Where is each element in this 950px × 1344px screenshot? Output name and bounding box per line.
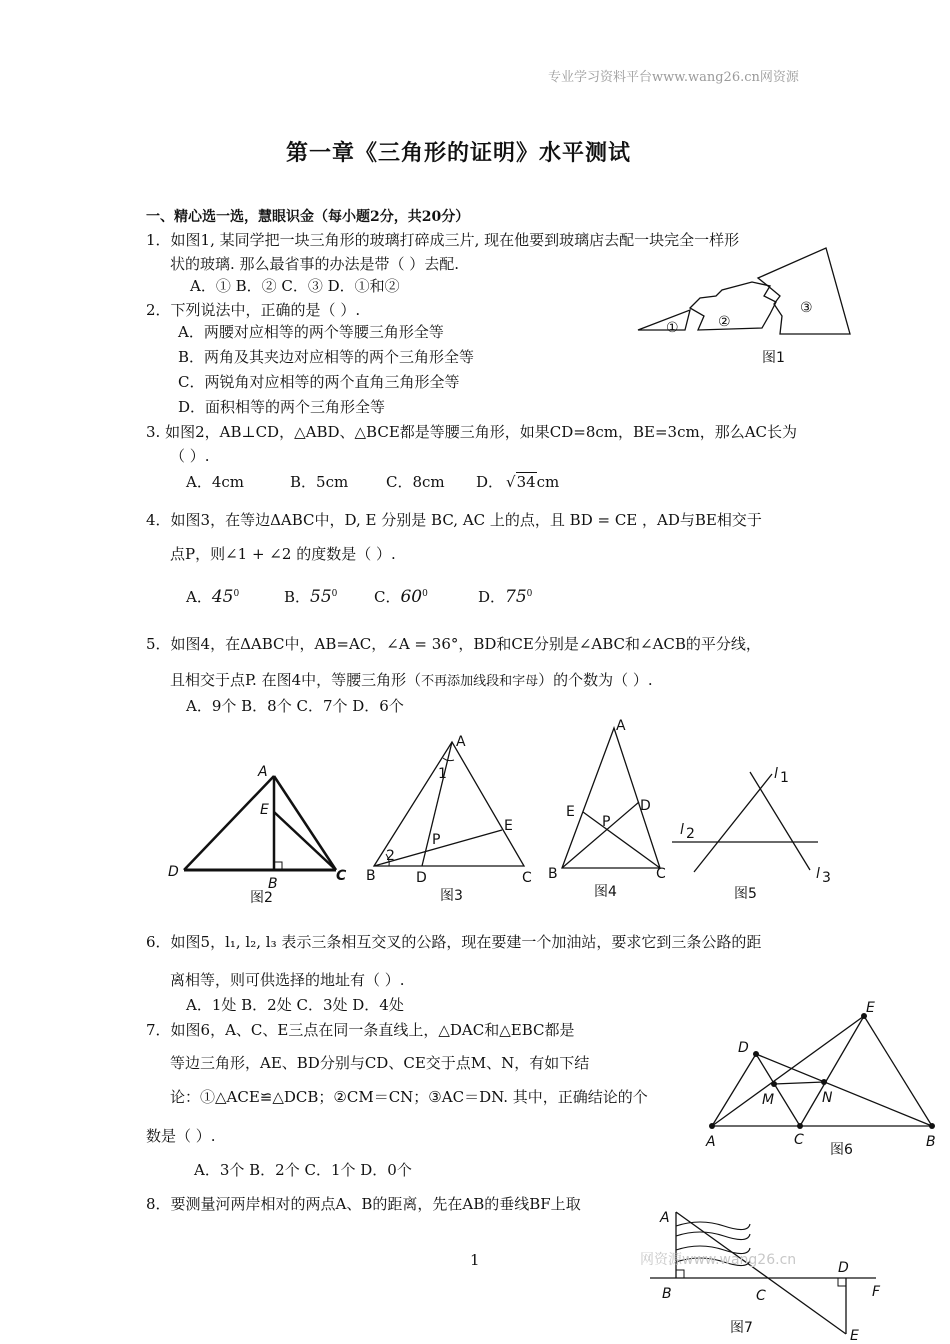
fig2-label-D: D <box>168 864 179 880</box>
piece-1-label: ① <box>666 320 679 336</box>
fig6-label-M: M <box>762 1092 775 1108</box>
q5-line1: 5．如图4，在ΔABC中，AB=AC，∠A = 36°，BD和CE分别是∠ABC和∠ACB的平分线， <box>146 635 761 653</box>
fig4-label-E: E <box>566 804 575 820</box>
fig2-label-A: A <box>258 764 268 780</box>
q4-line2: 点P，则∠1 + ∠2 的度数是（ ）. <box>170 545 396 563</box>
q4-option-c: C．$60^0$ <box>374 587 428 607</box>
glass-piece-3 <box>758 248 850 334</box>
fig7-watermark: 网资源www.wang26.cn <box>640 1252 797 1268</box>
fig4-label-D: D <box>640 798 651 814</box>
figure-2 <box>164 756 354 906</box>
q2-option-c: C．两锐角对应相等的两个直角三角形全等 <box>178 373 460 391</box>
q1-line1: 1．如图1, 某同学把一块三角形的玻璃打碎成三片, 现在他要到玻璃店去配一块完全一样形 <box>146 231 740 249</box>
figure-5 <box>668 760 838 900</box>
q3-line1: 3. 如图2，AB⊥CD，△ABD、△BCE都是等腰三角形，如果CD=8cm，BE=3cm，那么AC长为 <box>146 423 798 441</box>
fig4-label-B: B <box>548 866 558 882</box>
fig5-sub-2: 2 <box>686 826 695 842</box>
fig4-label-C: C <box>656 866 666 882</box>
fig2-label-E: E <box>260 802 269 818</box>
piece-2-label: ② <box>718 314 731 330</box>
q6-line2: 离相等，则可供选择的地址有（ ）. <box>170 971 405 989</box>
fig3-angle-1: 1 <box>438 766 447 782</box>
fig6-label-B: B <box>926 1134 936 1150</box>
q8-line1: 8．要测量河两岸相对的两点A、B的距离，先在AB的垂线BF上取 <box>146 1195 581 1213</box>
q7-options: A．3个 B．2个 C．1个 D．0个 <box>194 1161 412 1179</box>
q3-line2: （ ）. <box>170 447 210 465</box>
fig2-label-C: C <box>336 868 347 884</box>
fig3-angle-2: 2 <box>386 848 395 864</box>
figure-7-caption: 图7 <box>730 1320 753 1336</box>
fig6-label-C: C <box>794 1132 804 1148</box>
figure-7 <box>640 1200 890 1344</box>
fig5-label-l2: l <box>680 822 684 838</box>
road-l3 <box>750 772 810 870</box>
fig7-label-A: A <box>660 1210 670 1226</box>
fig5-sub-1: 1 <box>780 770 789 786</box>
fig3-label-C: C <box>522 870 532 886</box>
glass-piece-2 <box>690 282 776 330</box>
q2-stem: 2．下列说法中，正确的是（ ）. <box>146 301 361 319</box>
section-heading: 一、精心选一选，慧眼识金（每小题2分，共20分） <box>146 209 470 225</box>
fig3-label-B: B <box>366 868 376 884</box>
q3-option-d: D． <box>476 473 504 491</box>
figure-2-caption: 图2 <box>250 890 273 906</box>
fig3-label-P: P <box>432 832 441 848</box>
page-title: 第一章《三角形的证明》水平测试 <box>286 140 632 166</box>
figure-3-caption: 图3 <box>440 888 463 904</box>
q4-option-b: B．$55^0$ <box>284 587 338 607</box>
fig2-label-B: B <box>268 876 278 892</box>
page-number: 1 <box>470 1251 480 1269</box>
figure-1-caption: 图1 <box>762 350 785 366</box>
q6-options: A．1处 B．2处 C．3处 D．4处 <box>186 996 404 1014</box>
fig3-label-A: A <box>456 734 466 750</box>
fig7-label-B: B <box>662 1286 672 1302</box>
q7-line4: 数是（ ）. <box>146 1127 216 1145</box>
figure-5-caption: 图5 <box>734 886 757 902</box>
q5-line2: 且相交于点P. 在图4中，等腰三角形（不再添加线段和字母）的个数为（ ）. <box>170 671 653 689</box>
fig3-label-E: E <box>504 818 513 834</box>
fig3-label-D: D <box>416 870 427 886</box>
q7-line1: 7．如图6，A、C、E三点在同一条直线上，△DAC和△EBC都是 <box>146 1021 575 1039</box>
header-watermark: 专业学习资料平台www.wang26.cn网资源 <box>548 70 799 85</box>
fig7-label-C: C <box>756 1288 766 1304</box>
q3-option-b: B．5cm <box>290 473 349 491</box>
q5-options: A．9个 B．8个 C．7个 D．6个 <box>186 697 404 715</box>
piece-3-label: ③ <box>800 300 813 316</box>
fig6-label-E: E <box>866 1000 875 1016</box>
q7-line3: 论：①△ACE≌△DCB；②CM＝CN；③AC＝DN. 其中，正确结论的个 <box>170 1088 648 1106</box>
fig7-label-F: F <box>872 1284 881 1300</box>
fig7-label-D: D <box>838 1260 849 1276</box>
figure-6 <box>700 996 945 1166</box>
figure-6-caption: 图6 <box>830 1142 853 1158</box>
q7-line2: 等边三角形，AE、BD分别与CD、CE交于点M、N，有如下结 <box>170 1054 590 1072</box>
figure-1 <box>630 244 860 374</box>
glass-piece-1 <box>638 310 690 330</box>
figure-4 <box>544 714 674 904</box>
fig4-label-A: A <box>616 718 626 734</box>
fig5-label-l1: l <box>774 766 778 782</box>
q3-option-c: C．8cm <box>386 473 445 491</box>
fig7-label-E: E <box>850 1328 859 1344</box>
sqrt-radicand: 34 <box>516 473 536 491</box>
q6-line1: 6．如图5，l₁, l₂, l₃ 表示三条相互交叉的公路，现在要建一个加油站，要求它到三条公路的距 <box>146 933 762 951</box>
q3-option-d-value: √34cm <box>506 473 560 491</box>
fig4-label-P: P <box>602 814 611 830</box>
q4-option-d: D．$75^0$ <box>478 587 533 607</box>
q3-unit: cm <box>536 473 560 491</box>
q2-option-b: B．两角及其夹边对应相等的两个三角形全等 <box>178 348 475 366</box>
fig5-sub-3: 3 <box>822 870 831 886</box>
figure-3 <box>360 730 540 905</box>
q2-option-a: A．两腰对应相等的两个等腰三角形全等 <box>178 323 444 341</box>
river-bank-1 <box>676 1222 750 1230</box>
q4-option-a: A．$45^0$ <box>186 587 240 607</box>
fig6-label-D: D <box>738 1040 749 1056</box>
q1-options: A．① B．② C．③ D．①和② <box>190 277 400 295</box>
q2-option-d: D．面积相等的两个三角形全等 <box>178 398 386 416</box>
figure-4-caption: 图4 <box>594 884 617 900</box>
fig6-label-A: A <box>706 1134 716 1150</box>
fig5-label-l3: l <box>816 866 820 882</box>
fig6-label-N: N <box>822 1090 833 1106</box>
q4-line1: 4．如图3，在等边ΔABC中，D, E 分别是 BC, AC 上的点，且 BD = CE ，AD与BE相交于 <box>146 511 762 529</box>
q3-option-a: A．4cm <box>186 473 245 491</box>
q1-line2: 状的玻璃. 那么最省事的办法是带（ ）去配. <box>170 255 460 273</box>
